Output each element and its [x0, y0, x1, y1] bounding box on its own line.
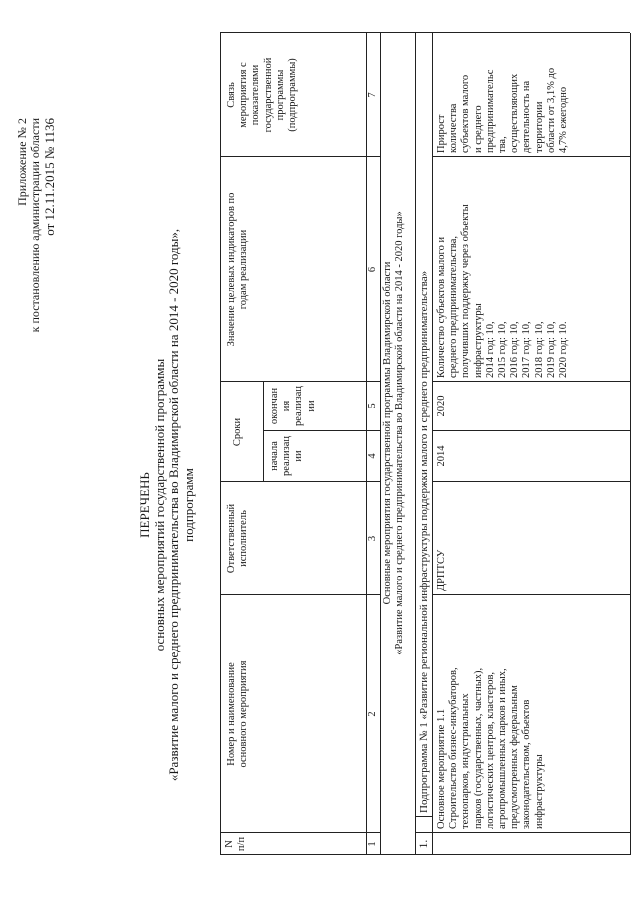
header-name: Номер и наименование основного мероприятия [226, 660, 250, 768]
col-number-2: 2 [367, 711, 378, 717]
title-line-1: основных мероприятий государственной программы [151, 358, 167, 652]
header-link: Связь мероприятия с показателями государственной программы (подпрограммы) [226, 57, 299, 133]
document-title [138, 225, 196, 785]
title-main: ПЕРЕЧЕНЬ [137, 472, 152, 538]
program-title-line-1: Основные мероприятия государственной программы Владимирской области [382, 261, 393, 605]
program-title-line-2: «Развитие малого и среднего предпринимательства во Владимирской области на 2014 - 2020 годы» [394, 211, 405, 655]
measure-indicators: Количество субъектов малого и среднего предпринимательства, получивших поддержку через объекты инфраструктуры 2014 год: 10, 2015 год: 10, 2016 год: 10, 2017 год: 10, 2018 год: 10, 2019 год: 10, 2020 год: 10. [436, 204, 570, 378]
col-number-1: 1 [367, 841, 378, 847]
title-line-2: «Развитие малого и среднего предпринимательства во Владимирской области на 2014 - 2020 годы», [166, 228, 182, 782]
col-number-4: 4 [367, 453, 378, 459]
subprogram-title: Подпрограмма № 1 «Развитие региональной инфраструктуры поддержки малого и среднего предпринимательства» [418, 270, 430, 813]
resolution-date: от 12.11.2015 № 1136 [41, 118, 57, 236]
measure-link: Прирост количества субъектов малого и среднего предпринимательс тва, осуществляющих деятельность на территории области от 3,1% до 4,7% ежегодно [436, 67, 570, 153]
col-number-7: 7 [367, 92, 378, 98]
resolution-reference: к постановлению администрации области [28, 118, 43, 333]
header-term-end: окончан ия реализац ии [269, 385, 317, 427]
measure-executor: ДРПТСУ [436, 549, 447, 591]
measure-end: 2020 [436, 395, 447, 417]
col-number-5: 5 [367, 403, 378, 409]
header-num: N п/п [224, 836, 248, 852]
appendix-number: Приложение № 2 [15, 118, 29, 206]
measure-name: Основное мероприятие 1.1 Строительство бизнес-инкубаторов, технопарков, индустриальных парков (государственных, частных), логистических центров, кластеров, агропромышленных парков и иных, предусмотренных федеральным законодательством, объектов инфраструктуры [436, 667, 545, 829]
appendix-header [16, 118, 57, 332]
subprogram-number: 1. [418, 839, 430, 849]
header-indicators: Значение целевых индикаторов по годам реализации [226, 192, 250, 347]
header-executor: Ответственный исполнитель [226, 503, 250, 574]
header-terms: Сроки [232, 417, 243, 447]
col-number-3: 3 [367, 535, 378, 542]
title-line-3: подпрограмм [180, 468, 196, 542]
measures-table [220, 33, 630, 855]
header-term-start: начала реализац ии [269, 435, 305, 477]
measure-start: 2014 [436, 445, 447, 467]
col-number-6: 6 [367, 266, 378, 273]
